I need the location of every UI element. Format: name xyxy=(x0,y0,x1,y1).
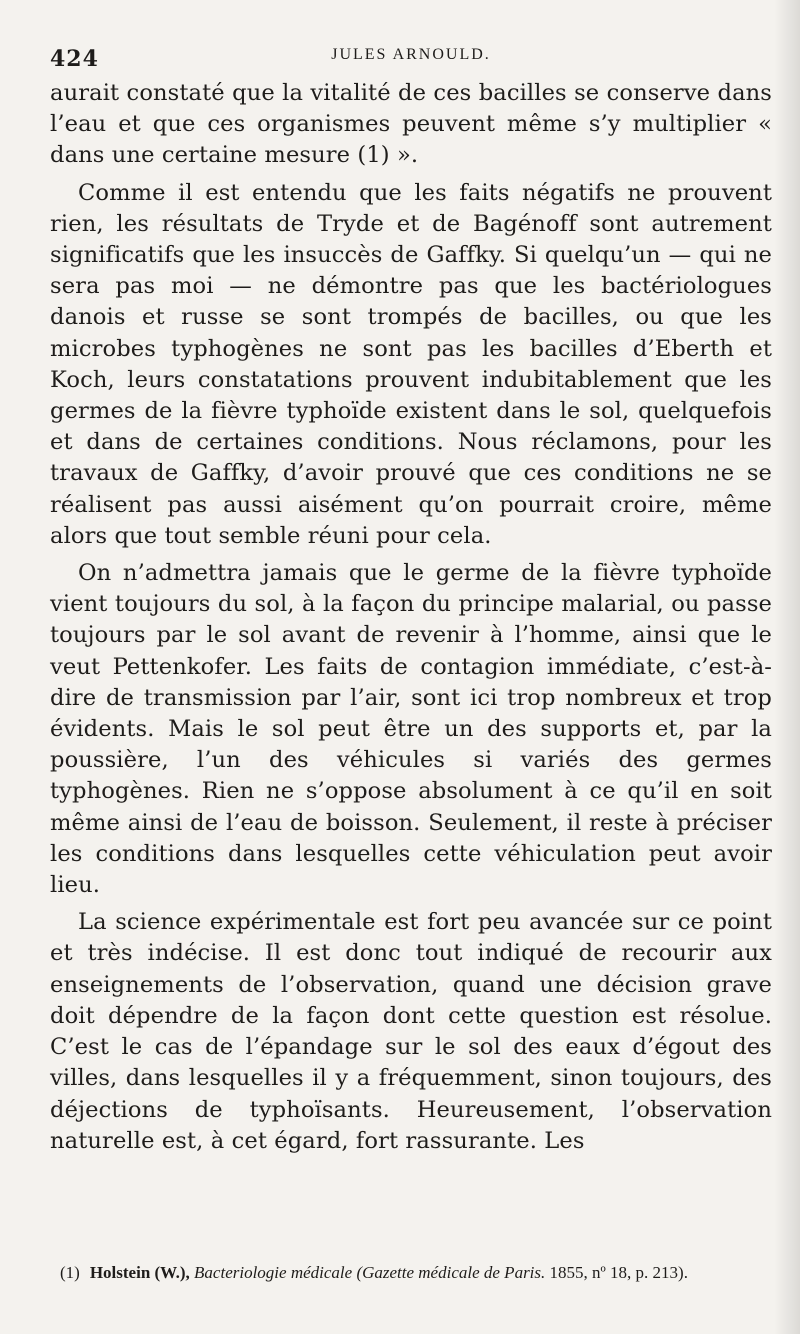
footnote xyxy=(60,1262,770,1284)
paragraph: La science expérimentale est fort peu avancée sur ce point et très indécise. Il est donc tout indiqué de recourir aux enseignements de l’observation, quand une décision grave doit dépendre de la façon dont cette question est résolue. C’est le cas de l’épandage sur le sol des eaux d’égout des villes, dans lesquelles il y a fréquemment, sinon toujours, des déjections de typhoïsants. Heureusement, l’observation naturelle est, à cet égard, fort rassurante. Les xyxy=(50,909,772,1154)
paragraph-continuation: aurait constaté que la vitalité de ces bacilles se conserve dans l’eau et que ces organismes peuvent même s’y multiplier « dans une certaine mesure (1) ». xyxy=(50,80,772,169)
body-text xyxy=(50,78,772,1157)
paragraph: On n’admettra jamais que le germe de la fièvre typhoïde vient toujours du sol, à la façon du principe malarial, ou passe toujours par le sol avant de revenir à l’homme, ainsi que le veut Pettenkofer. Les faits de contagion immédiate, c’est-à-dire de transmission par l’air, sont ici trop nombreux et trop évidents. Mais le sol peut être un des supports et, par la poussière, l’un des véhicules si variés des germes typhogènes. Rien ne s’oppose absolument à ce qu’il en soit même ainsi de l’eau de boisson. Seulement, il reste à préciser les conditions dans lesquelles cette véhiculation peut avoir lieu. xyxy=(50,560,772,899)
footnote-details: 1855, nº 18, p. 213). xyxy=(549,1263,688,1282)
page-header xyxy=(50,38,772,74)
footnote-ref: (1) xyxy=(60,1263,80,1282)
footnote-work: Bacteriologie médicale xyxy=(194,1263,353,1282)
running-title: JULES ARNOULD. xyxy=(331,46,491,63)
paragraph: Comme il est entendu que les faits négatifs ne prouvent rien, les résultats de Tryde et de Bagénoff sont autrement significatifs que les insuccès de Gaffky. Si quelqu’un — qui ne sera pas moi — ne démontre pas que les bactériologues danois et russe se sont trompés de bacilles, ou que les microbes typhogènes ne sont pas les bacilles d’Eberth et Koch, leurs constatations prouvent indubitablement que les germes de la fièvre typhoïde existent dans le sol, quelquefois et dans de certaines conditions. Nous réclamons, pour les travaux de Gaffky, d’avoir prouvé que ces conditions ne se réalisent pas aussi aisément qu’on pourrait croire, même alors que tout semble réuni pour cela. xyxy=(50,179,772,549)
page-number: 424 xyxy=(50,46,99,72)
footnote-journal: (Gazette médicale de Paris. xyxy=(356,1263,546,1282)
footnote-author: Holstein (W.), xyxy=(89,1263,190,1282)
